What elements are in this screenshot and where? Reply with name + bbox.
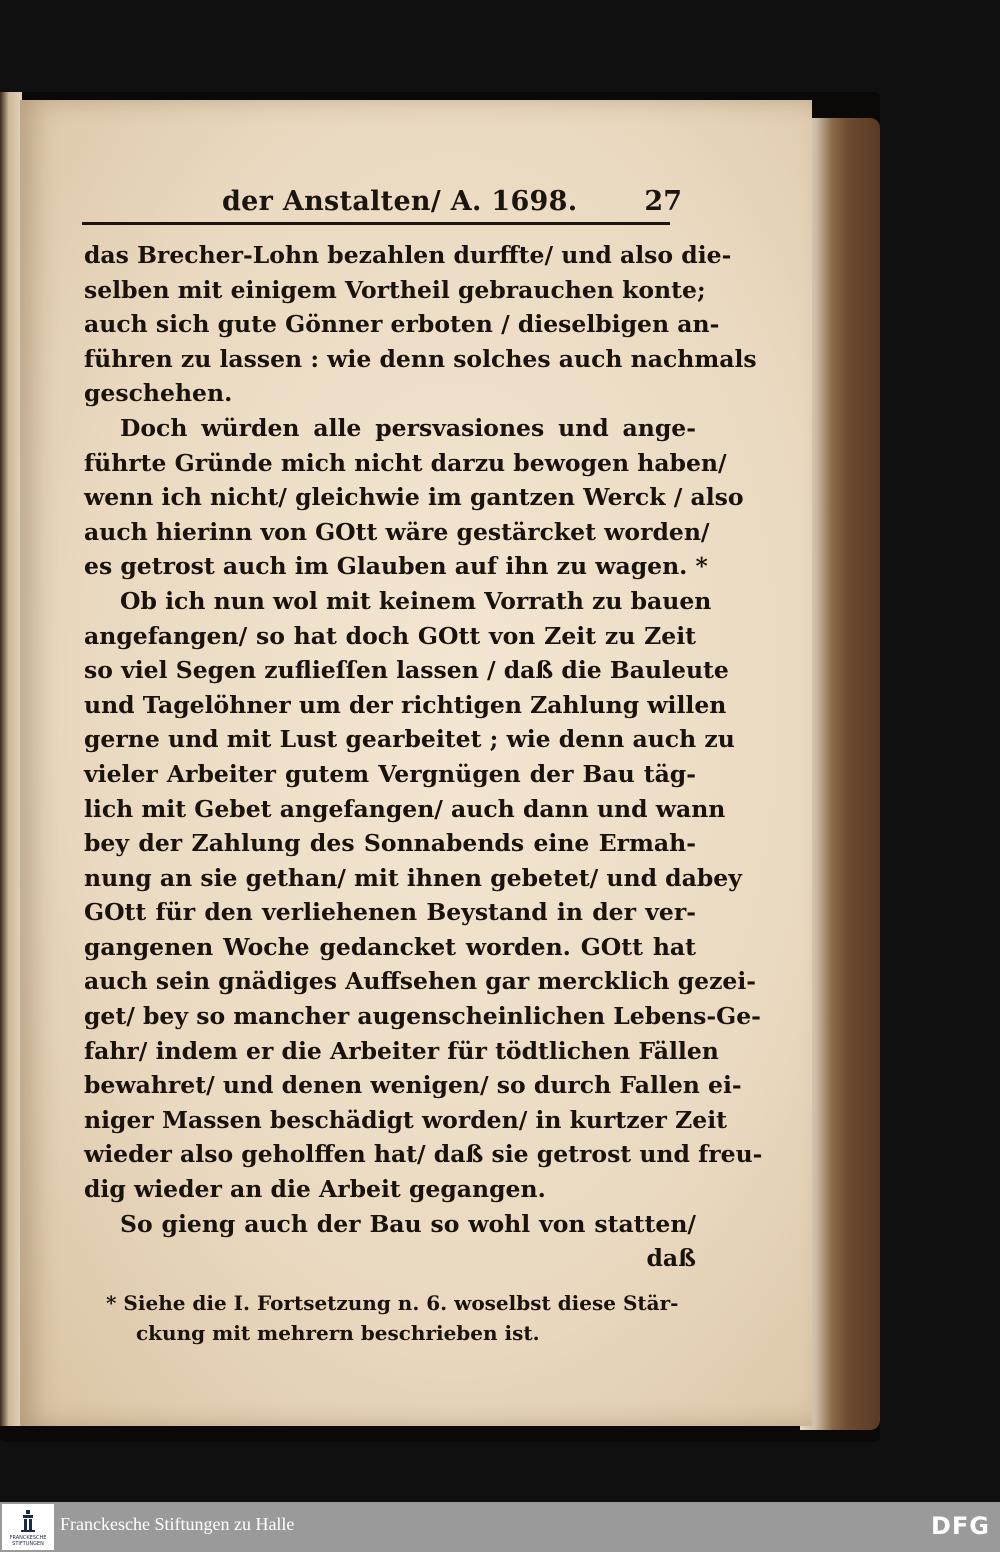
footnote-line: * Siehe die I. Fortsetzung n. 6. woselbst diese Stär- [106, 1291, 679, 1315]
text-line: get/ bey so mancher augenscheinlichen Lebens-Ge- [84, 1002, 761, 1031]
body-text [84, 238, 763, 1276]
text-line: bey der Zahlung des Sonnabends eine Ermah- [84, 829, 696, 858]
catchword: daß [646, 1244, 696, 1273]
text-line: niger Massen beschädigt worden/ in kurtzer Zeit [84, 1105, 728, 1134]
footnote [106, 1288, 706, 1348]
text-line: auch sein gnädiges Auffsehen gar mercklich gezei- [84, 967, 757, 996]
left-page-edge [0, 92, 22, 1426]
footnote-line: ckung mit mehrern beschrieben ist. [136, 1321, 540, 1345]
text-line: dig wieder an die Arbeit gegangen. [84, 1175, 546, 1204]
text-line: auch sich gute Gönner erboten / dieselbigen an- [84, 310, 720, 339]
franckesche-logo [2, 1504, 54, 1550]
text-line: auch hierinn von GOtt wäre gestärcket worden/ [84, 517, 710, 546]
building-icon [21, 1510, 35, 1532]
text-line: das Brecher-Lohn bezahlen durffte/ und also die- [84, 241, 732, 269]
text-line: nung an sie gethan/ mit ihnen gebetet/ und dabey [84, 863, 742, 892]
text-line: vieler Arbeiter gutem Vergnügen der Bau täg- [84, 759, 696, 788]
text-line: lich mit Gebet angefangen/ auch dann und wann [84, 794, 726, 823]
text-line: führen zu lassen : wie denn solches auch nachmals [84, 344, 757, 373]
page-number: 27 [644, 186, 682, 217]
text-line: So gieng auch der Bau so wohl von statten/ [120, 1209, 696, 1238]
text-line: GOtt für den verliehenen Beystand in der ver- [84, 898, 696, 927]
dfg-logo: DFG [930, 1512, 990, 1540]
running-head: der Anstalten/ A. 1698. [222, 186, 578, 217]
text-line: geschehen. [84, 379, 233, 408]
header-rule [82, 222, 670, 225]
text-line: so viel Segen zuflieſſen lassen / daß die Bauleute [84, 656, 729, 685]
text-line: wieder also geholffen hat/ daß sie getrost und freu- [84, 1140, 763, 1169]
text-line: gerne und mit Lust gearbeitet ; wie denn auch zu [84, 725, 735, 754]
text-line: gangenen Woche gedancket worden. GOtt hat [84, 932, 696, 961]
text-line: und Tagelöhner um der richtigen Zahlung willen [84, 690, 727, 719]
text-line: es getrost auch im Glauben auf ihn zu wagen. * [84, 552, 708, 581]
institution-name: Franckesche Stiftungen zu Halle [60, 1514, 295, 1534]
text-line: selben mit einigem Vortheil gebrauchen konte; [84, 275, 706, 304]
text-line: angefangen/ so hat doch GOtt von Zeit zu Zeit [84, 621, 696, 650]
text-line: bewahret/ und denen wenigen/ so durch Fallen ei- [84, 1071, 742, 1100]
text-line: führte Gründe mich nicht darzu bewogen haben/ [84, 448, 727, 477]
logo-caption: FRANCKESCHE STIFTUNGEN [9, 1535, 47, 1547]
page-header [222, 186, 682, 226]
page-block-edges [800, 118, 880, 1430]
text-line: wenn ich nicht/ gleichwie im gantzen Werck / also [84, 483, 744, 512]
text-line: Ob ich nun wol mit keinem Vorrath zu bauen [120, 586, 712, 615]
text-line: fahr/ indem er die Arbeiter für tödtlichen Fällen [84, 1036, 719, 1065]
text-line: Doch würden alle persvasiones und ange- [120, 413, 696, 442]
